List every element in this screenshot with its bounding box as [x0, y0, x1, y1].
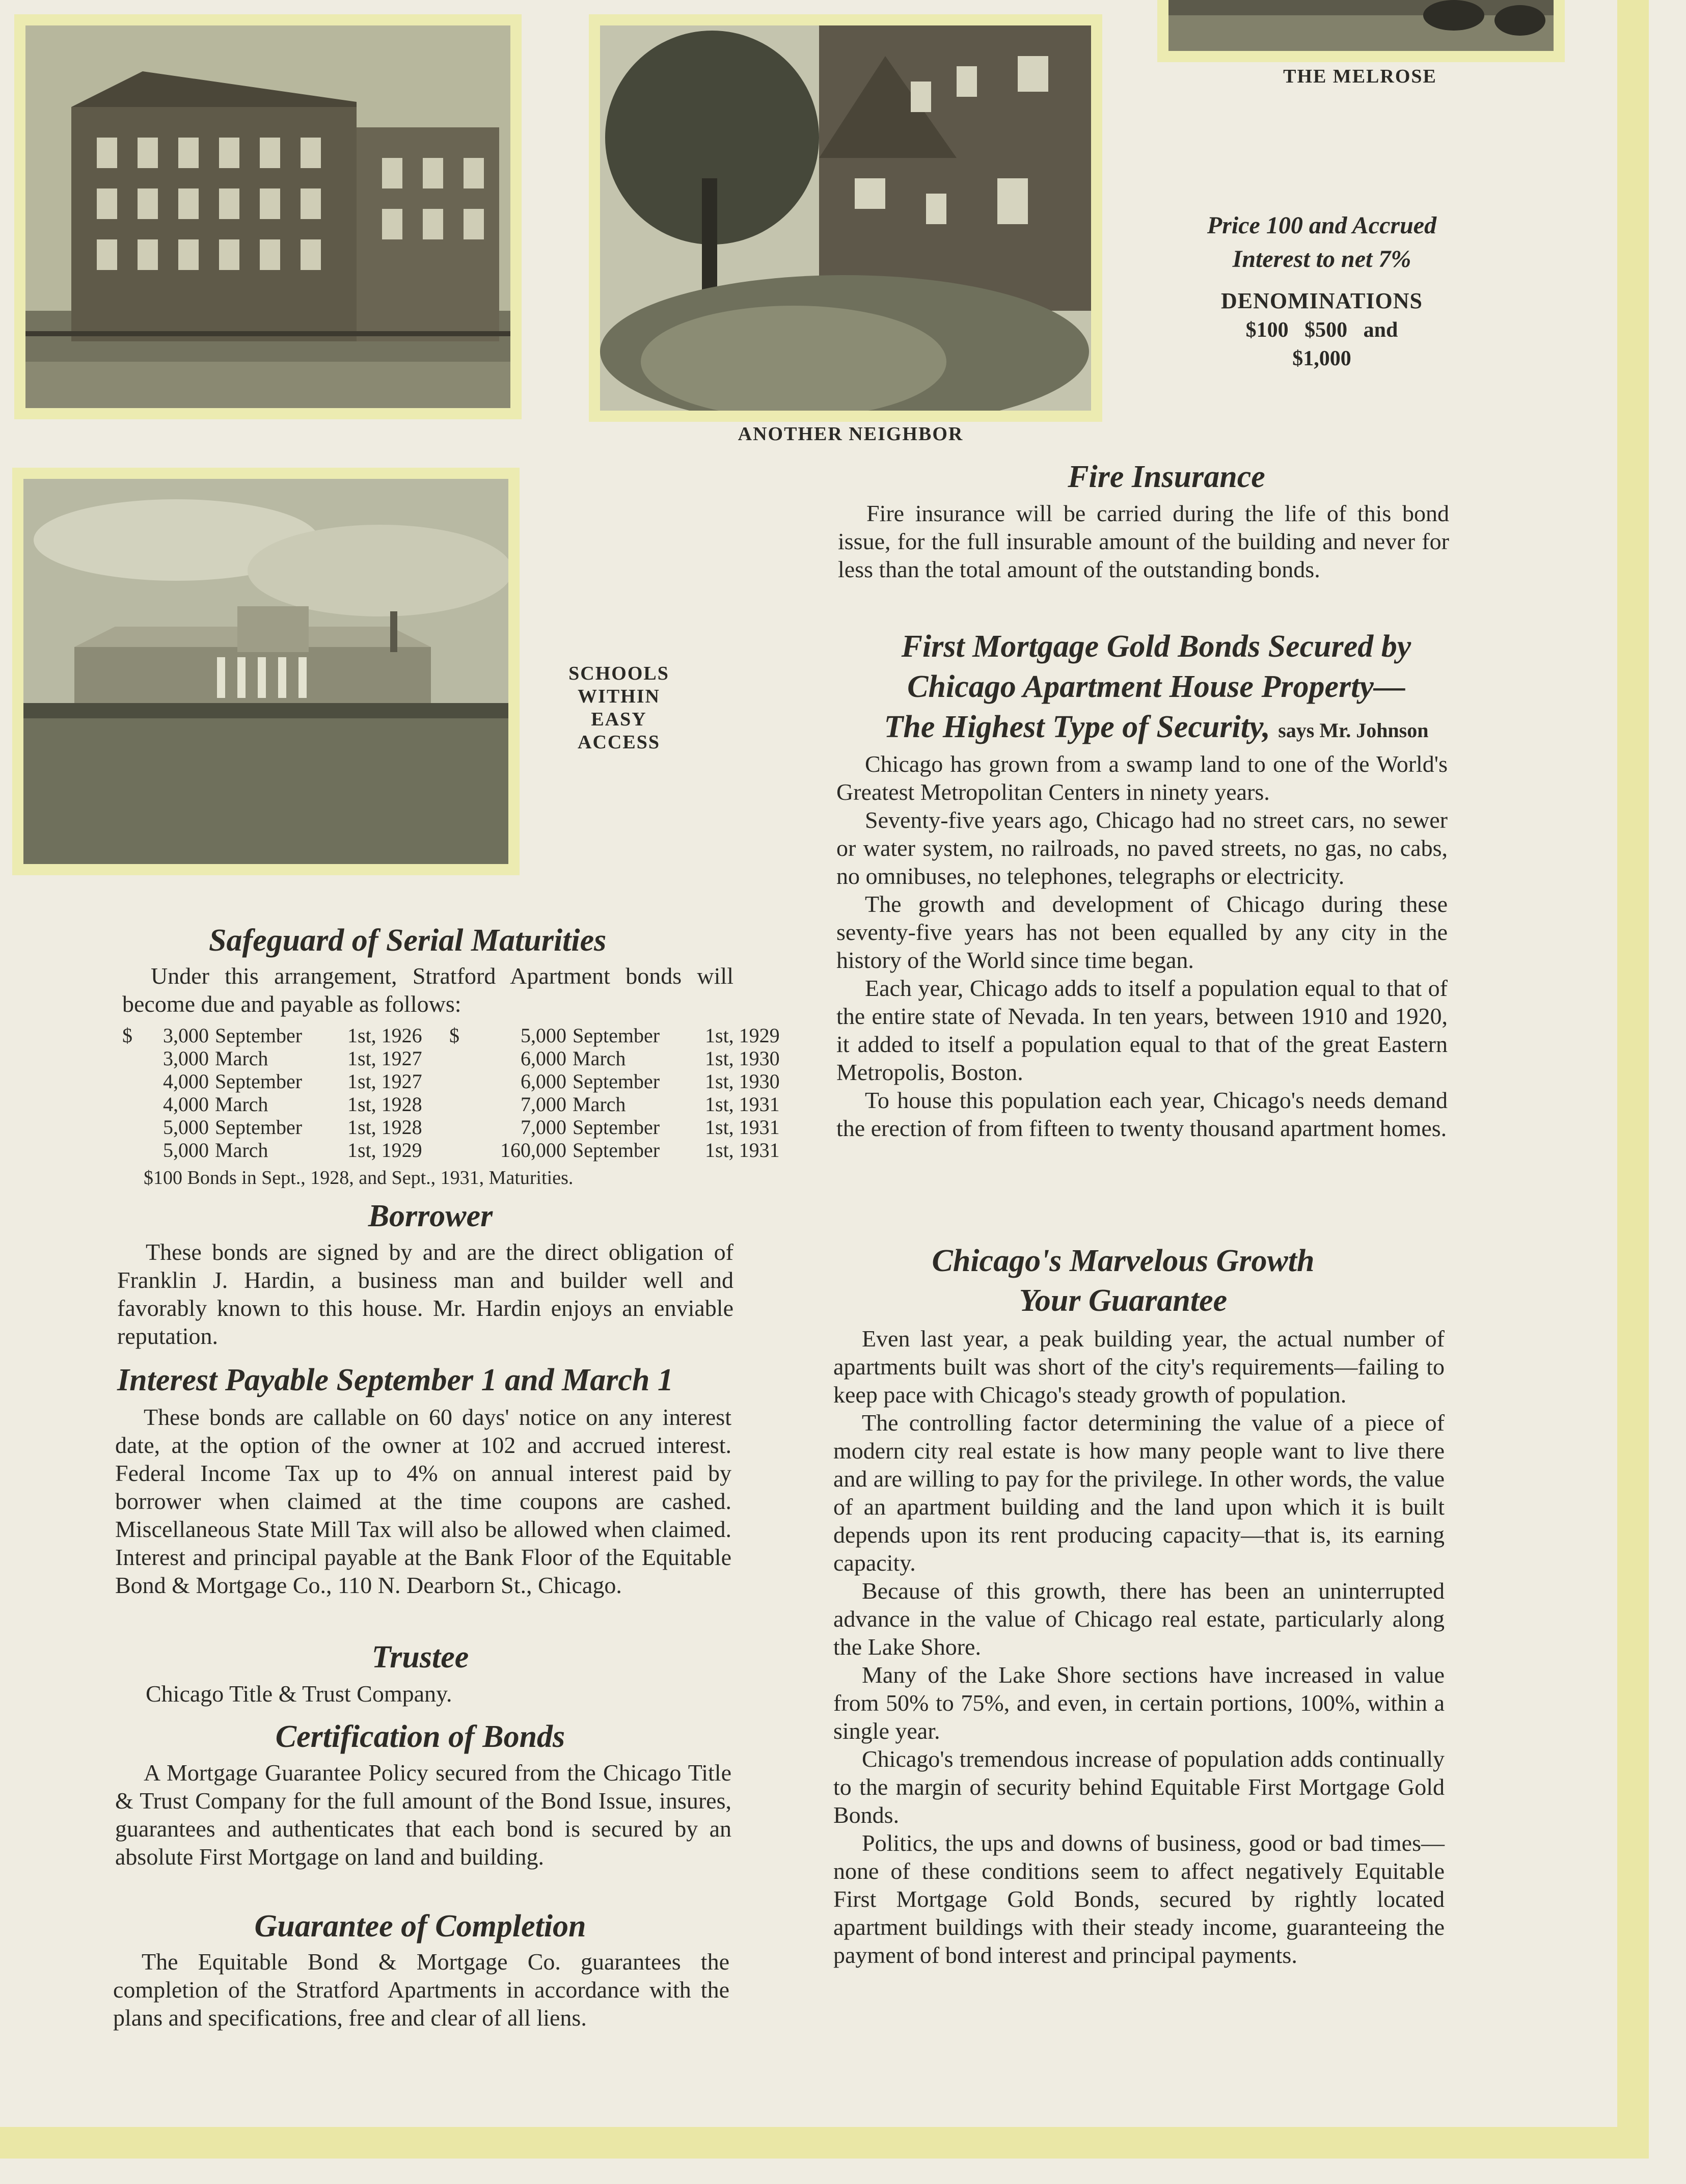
- month: March: [215, 1093, 268, 1116]
- month: March: [215, 1047, 268, 1070]
- date: 1st, 1930: [705, 1070, 780, 1093]
- maturity-row: [122, 1093, 807, 1116]
- caption-schools-within-easy-access: [550, 662, 688, 754]
- amount: 5,000: [163, 1116, 209, 1139]
- heading-interest-payable: Interest Payable September 1 and March 1: [117, 1363, 673, 1397]
- dollar-sign: [122, 1047, 153, 1070]
- heading-first-mortgage: [830, 627, 1482, 750]
- borrower-body: These bonds are signed by and are the direct obligation of Franklin J. Hardin, a business man and builder well and favorably known to this house. Mr. Hardin enjoys an enviable reputation.: [117, 1239, 733, 1349]
- date: 1st, 1931: [705, 1116, 780, 1139]
- dollar-sign: [449, 1047, 470, 1070]
- photo-the-melrose: [1157, 0, 1565, 62]
- growth-body: [833, 1325, 1445, 1969]
- heading-line: Chicago Apartment House Property—: [907, 669, 1405, 704]
- month: September: [573, 1139, 660, 1162]
- fire-insurance-body: Fire insurance will be carried during the life of this bond issue, for the full insurable amount of the building and never for less than the total amount of the outstanding bonds.: [838, 500, 1449, 582]
- paragraph: Seventy-five years ago, Chicago had no street cars, no sewer or water system, no railroads, no paved streets, no gas, no cabs, no omnibuses, no telephones, telegraphs or electricity.: [836, 807, 1448, 889]
- month: March: [573, 1047, 626, 1070]
- dollar-sign: [449, 1070, 470, 1093]
- month: September: [573, 1024, 660, 1047]
- photo-another-neighbor: [589, 14, 1102, 422]
- caption-line: WITHIN: [578, 686, 660, 707]
- date: 1st, 1930: [705, 1047, 780, 1070]
- amount: 5,000: [163, 1139, 209, 1162]
- heading-line: Your Guarantee: [1019, 1283, 1228, 1318]
- page-border-right: [1617, 0, 1649, 2145]
- maturity-row: [122, 1070, 807, 1093]
- month: September: [573, 1070, 660, 1093]
- certification-body: A Mortgage Guarantee Policy secured from the Chicago Title & Trust Company for the full amount of the Bond Issue, insures, guarantees and authenticates that each bond is secured by an absolute First Mortgage on land and building.: [115, 1760, 731, 1870]
- month: September: [215, 1116, 303, 1139]
- date: 1st, 1929: [347, 1139, 422, 1162]
- completion-body: The Equitable Bond & Mortgage Co. guarantees the completion of the Stratford Apartments in accordance with the plans and specifications, free and clear of all liens.: [113, 1949, 729, 2031]
- date: 1st, 1927: [347, 1070, 422, 1093]
- heading-line: Chicago's Marvelous Growth: [932, 1244, 1315, 1278]
- heading-trustee: Trustee: [371, 1640, 469, 1675]
- amount: 7,000: [521, 1093, 566, 1116]
- page-border-bottom: [0, 2127, 1649, 2159]
- caption-line: SCHOOLS: [568, 663, 669, 684]
- heading-certification: Certification of Bonds: [275, 1719, 565, 1754]
- paragraph: Chicago has grown from a swamp land to one of the World's Greatest Metropolitan Centers in ninety years.: [836, 751, 1448, 805]
- trustee-body: Chicago Title & Trust Company.: [146, 1681, 452, 1707]
- photo-schools: [12, 468, 520, 875]
- price-block: [1136, 209, 1508, 373]
- heading-fire-insurance: Fire Insurance: [1068, 460, 1265, 494]
- date: 1st, 1928: [347, 1116, 422, 1139]
- date: 1st, 1931: [705, 1093, 780, 1116]
- denominations-title: DENOMINATIONS: [1220, 288, 1423, 313]
- month: September: [215, 1070, 303, 1093]
- paragraph: Because of this growth, there has been an uninterrupted advance in the value of Chicago real estate, particularly along the Lake Shore.: [833, 1578, 1445, 1660]
- dollar-sign: [449, 1139, 470, 1162]
- interest-body: These bonds are callable on 60 days' notice on any interest date, at the option of the owner at 102 and accrued interest. Federal Income Tax up to 4% on annual interest paid by borrower when claimed at the time coupons are cashed. Miscellaneous State Mill Tax will also be allowed when claimed. Interest and principal payable at the Bank Floor of the Equitable Bond & Mortgage Co., 110 N. Dearborn St., Chicago.: [115, 1404, 731, 1598]
- paragraph: Even last year, a peak building year, the actual number of apartments built was short of the city's requirements—failing to keep pace with Chicago's steady growth of population.: [833, 1326, 1445, 1408]
- date: 1st, 1929: [705, 1024, 780, 1047]
- caption-line: EASY: [591, 709, 647, 730]
- heading-serial-maturities: Safeguard of Serial Maturities: [209, 923, 607, 958]
- dollar-sign: [122, 1093, 153, 1116]
- denominations-line: $100 $500 and: [1245, 318, 1398, 342]
- amount: 5,000: [521, 1024, 566, 1047]
- price-line: Interest to net 7%: [1232, 246, 1411, 273]
- serial-note: $100 Bonds in Sept., 1928, and Sept., 1931, Maturities.: [144, 1167, 574, 1189]
- paragraph: The controlling factor determining the value of a piece of modern city real estate is how many people want to live there and are willing to pay for the privilege. In other words, the value of an apartment building and the land upon which it is built depends upon its rent producing capacity—that is, its earning capacity.: [833, 1410, 1445, 1576]
- dollar-sign: $: [449, 1024, 459, 1047]
- date: 1st, 1928: [347, 1093, 422, 1116]
- heading-line: [830, 707, 1482, 750]
- paragraph: Many of the Lake Shore sections have increased in value from 50% to 75%, and even, in certain portions, 100%, within a single year.: [833, 1662, 1445, 1744]
- caption-the-melrose: THE MELROSE: [1283, 66, 1437, 87]
- heading-chicago-growth: [835, 1241, 1411, 1320]
- first-mortgage-body: [836, 750, 1448, 1142]
- paragraph: Chicago's tremendous increase of population adds continually to the margin of security behind Equitable First Mortgage Gold Bonds.: [833, 1746, 1445, 1828]
- dollar-sign: [122, 1070, 153, 1093]
- dollar-sign: [449, 1093, 470, 1116]
- heading-text: The Highest Type of Security,: [884, 710, 1270, 744]
- amount: 7,000: [521, 1116, 566, 1139]
- dollar-sign: [122, 1116, 153, 1139]
- amount: 4,000: [163, 1070, 209, 1093]
- amount: 6,000: [521, 1070, 566, 1093]
- amount: 3,000: [163, 1047, 209, 1070]
- maturity-table: [122, 1024, 807, 1162]
- month: March: [215, 1139, 268, 1162]
- maturity-row: [122, 1024, 807, 1047]
- date: 1st, 1926: [347, 1024, 422, 1047]
- paragraph: Politics, the ups and downs of business, good or bad times—none of these conditions seem to affect negatively Equitable First Mortgage Gold Bonds, secured by rightly located apartment buildings with their steady income, guaranteeing the payment of bond interest and principal payments.: [833, 1830, 1445, 1968]
- heading-borrower: Borrower: [368, 1199, 493, 1233]
- month: March: [573, 1093, 626, 1116]
- maturity-row: [122, 1047, 807, 1070]
- amount: 3,000: [163, 1024, 209, 1047]
- serial-intro: Under this arrangement, Stratford Apartment bonds will become due and payable as follows:: [122, 963, 733, 1017]
- price-line: Price 100 and Accrued: [1207, 212, 1437, 239]
- photo-school-building: [14, 14, 522, 419]
- heading-attribution: says Mr. Johnson: [1278, 719, 1429, 742]
- date: 1st, 1927: [347, 1047, 422, 1070]
- paragraph: Each year, Chicago adds to itself a population equal to that of the entire state of Nevada. In ten years, between 1910 and 1920, it added to itself a population equal to that of the great Eastern Metropolis, Boston.: [836, 975, 1448, 1085]
- dollar-sign: [122, 1139, 153, 1162]
- heading-line: First Mortgage Gold Bonds Secured by: [901, 629, 1411, 664]
- month: September: [573, 1116, 660, 1139]
- caption-another-neighbor: ANOTHER NEIGHBOR: [738, 423, 964, 445]
- month: September: [215, 1024, 303, 1047]
- denominations-line: $1,000: [1292, 347, 1351, 370]
- amount: 6,000: [521, 1047, 566, 1070]
- date: 1st, 1931: [705, 1139, 780, 1162]
- paragraph: The growth and development of Chicago during these seventy-five years has not been equalled by any city in the history of the World since time began.: [836, 891, 1448, 973]
- caption-line: ACCESS: [578, 732, 660, 753]
- dollar-sign: [449, 1116, 470, 1139]
- amount: 4,000: [163, 1093, 209, 1116]
- maturity-row: [122, 1116, 807, 1139]
- maturity-row: [122, 1139, 807, 1162]
- dollar-sign: $: [122, 1024, 132, 1047]
- paragraph: To house this population each year, Chicago's needs demand the erection of from fifteen to twenty thousand apartment homes.: [836, 1087, 1448, 1141]
- amount: 160,000: [500, 1139, 566, 1162]
- heading-guarantee-completion: Guarantee of Completion: [254, 1909, 586, 1944]
